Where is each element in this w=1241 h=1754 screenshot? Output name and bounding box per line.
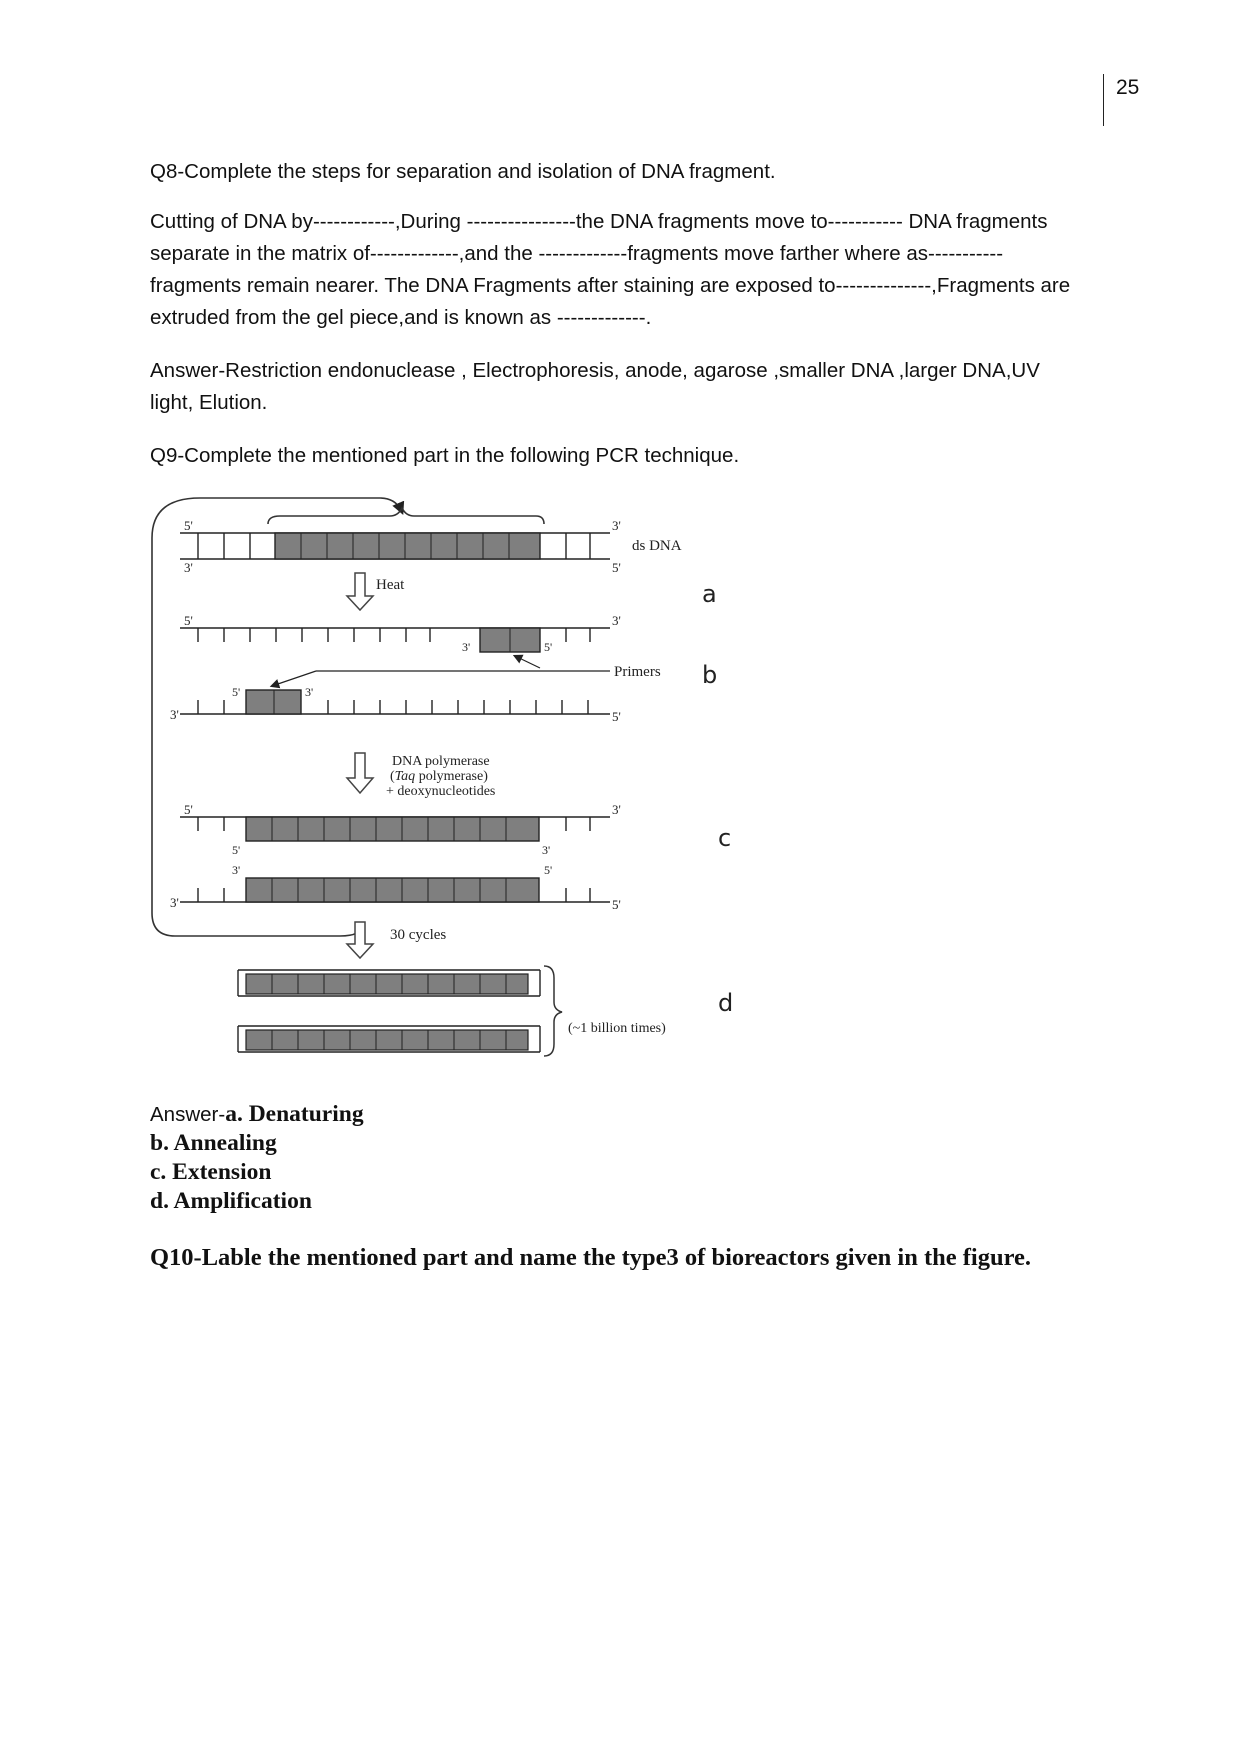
- end-label: 5': [544, 640, 553, 654]
- down-arrow-icon: [347, 922, 373, 958]
- end-label: 3': [170, 707, 179, 722]
- q10-title: Q10-Lable the mentioned part and name the type3 of bioreactors given in the figure.: [150, 1244, 1032, 1271]
- primer-pointer: [272, 671, 316, 686]
- q8-answer: [150, 355, 1100, 419]
- end-label: 3': [542, 843, 551, 857]
- target-brace: [268, 508, 544, 524]
- end-label: 3': [184, 560, 193, 575]
- cycles-label: 30 cycles: [390, 927, 447, 943]
- hand-label-a: a: [702, 580, 717, 608]
- end-label: 5': [184, 613, 193, 628]
- answer-a: a. Denaturing: [225, 1101, 364, 1127]
- q8-title: Q8-Complete the steps for separation and isolation of DNA fragment.: [150, 160, 776, 183]
- end-label: 5': [544, 863, 553, 877]
- end-label: 5': [612, 709, 621, 724]
- end-label: 5': [232, 843, 241, 857]
- amplified-product: [238, 1026, 540, 1052]
- amplified-product: [238, 970, 540, 996]
- down-arrow-icon: [347, 753, 373, 793]
- answer-prefix: Answer-: [150, 1103, 226, 1126]
- extended-top-strand: [180, 817, 610, 841]
- product-brace: [544, 966, 562, 1056]
- end-label: 3': [612, 802, 621, 817]
- q8-body-line: fragments remain nearer. The DNA Fragments after staining are exposed to--------------,Fragments are: [150, 274, 1071, 297]
- end-label: 3': [612, 613, 621, 628]
- end-label: 5': [184, 802, 193, 817]
- down-arrow-icon: [347, 573, 373, 610]
- answer-c: c. Extension: [150, 1159, 272, 1185]
- q9-title: Q9-Complete the mentioned part in the following PCR technique.: [150, 444, 740, 467]
- heat-label: Heat: [376, 577, 405, 593]
- answer-b: b. Annealing: [150, 1130, 277, 1156]
- hand-label-b: b: [702, 661, 718, 689]
- q8-body-line: Cutting of DNA by------------,During ----------------the DNA fragments move to----------- DNA fragments: [150, 210, 1048, 233]
- q9-answers: [150, 1100, 364, 1216]
- pcr-figure: [140, 488, 740, 1068]
- polymerase-label: (Taq polymerase): [390, 769, 488, 784]
- end-label: 3': [232, 863, 241, 877]
- end-label: 3': [305, 685, 314, 699]
- extended-bottom-strand: [180, 878, 610, 902]
- end-label: 3': [612, 518, 621, 533]
- end-label: 3': [170, 895, 179, 910]
- q8-body-line: extruded from the gel piece,and is known as -------------.: [150, 306, 652, 329]
- end-label: 3': [462, 640, 471, 654]
- hand-label-d: d: [718, 989, 734, 1017]
- end-label: 5': [612, 560, 621, 575]
- page-number-rule: [1103, 74, 1104, 126]
- answer-line-a: [150, 1100, 364, 1129]
- q8-answer-line: Answer-Restriction endonuclease , Electrophoresis, anode, agarose ,smaller DNA ,larger DNA,UV: [150, 359, 1040, 382]
- primer-pointer: [515, 656, 540, 668]
- billion-label: (~1 billion times): [568, 1021, 666, 1036]
- hand-label-c: c: [718, 824, 732, 852]
- page-number: 25: [1116, 76, 1140, 99]
- primers-label: Primers: [614, 664, 661, 680]
- q8-body-line: separate in the matrix of-------------,and the -------------fragments move farther where as-----------: [150, 242, 1004, 265]
- pcr-diagram: [140, 488, 740, 1068]
- polymerase-label: DNA polymerase: [392, 754, 490, 769]
- answer-d: d. Amplification: [150, 1188, 312, 1214]
- ds-dna-label: ds DNA: [632, 538, 682, 554]
- q8-answer-line: light, Elution.: [150, 391, 268, 414]
- q8-body: [150, 206, 1100, 334]
- polymerase-label: + deoxynucleotides: [386, 784, 496, 799]
- ds-dna-strands: [180, 533, 610, 559]
- end-label: 5': [612, 897, 621, 912]
- end-label: 5': [184, 518, 193, 533]
- end-label: 5': [232, 685, 241, 699]
- denatured-bottom-strand: [180, 690, 610, 714]
